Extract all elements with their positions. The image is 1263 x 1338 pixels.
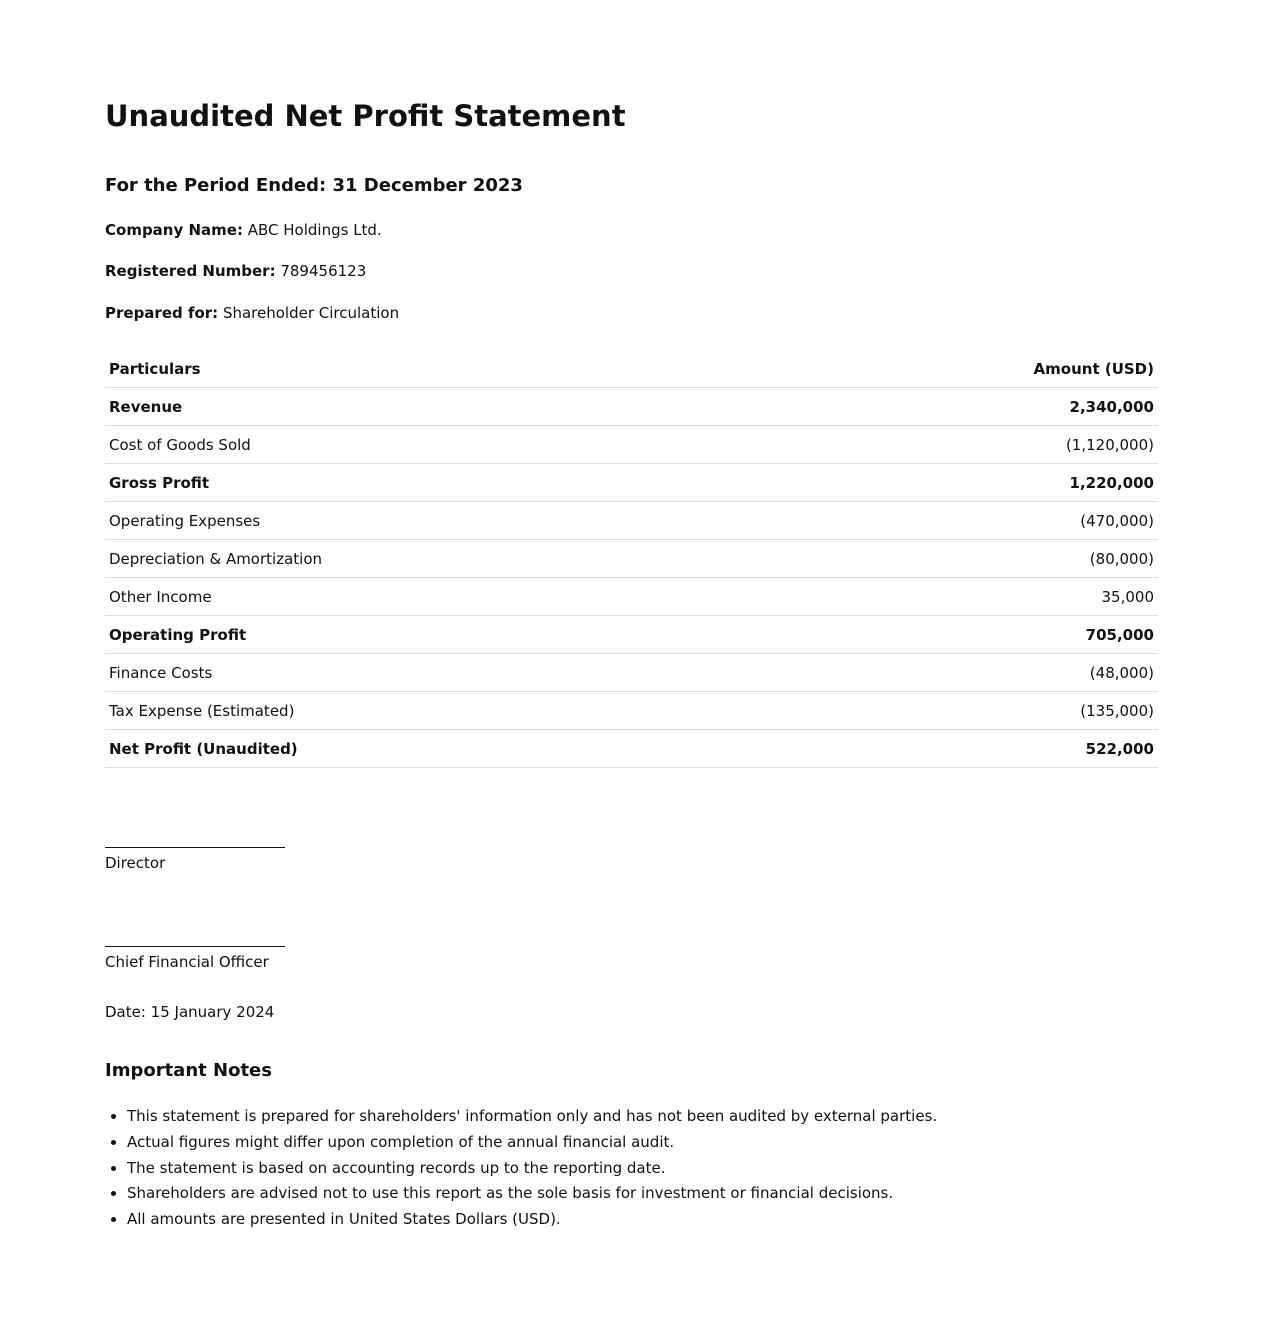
list-item: • Shareholders are advised not to use this report as the sole basis for investment or financial decisions. <box>127 1181 1127 1207</box>
cfo-signature-line <box>105 946 285 947</box>
company-name-line <box>105 220 382 240</box>
company-name-value: ABC Holdings Ltd. <box>242 221 382 239</box>
table-row-gross-profit <box>105 464 1158 502</box>
table-row-cost-of-goods-sold <box>105 426 1158 464</box>
list-item: • Actual figures might differ upon completion of the annual financial audit. <box>127 1130 1127 1156</box>
row-amount: 35,000 <box>771 578 1158 616</box>
director-signature-label: Director <box>105 854 166 872</box>
list-item: • All amounts are presented in United States Dollars (USD). <box>127 1207 1127 1233</box>
table-row-finance-costs <box>105 654 1158 692</box>
row-label: Tax Expense (Estimated) <box>105 692 771 730</box>
list-item: • The statement is based on accounting records up to the reporting date. <box>127 1156 1127 1182</box>
row-label: Cost of Goods Sold <box>105 426 771 464</box>
row-amount: (135,000) <box>771 692 1158 730</box>
particulars-header: Particulars <box>105 350 771 388</box>
row-amount: 1,220,000 <box>771 464 1158 502</box>
cfo-signature-label: Chief Financial Officer <box>105 953 269 971</box>
table-header-row <box>105 350 1158 388</box>
notes-heading: Important Notes <box>105 1060 272 1081</box>
company-name-label: Company Name: <box>105 221 243 239</box>
director-signature-line <box>105 847 285 848</box>
prepared-for-label: Prepared for: <box>105 304 219 322</box>
table-row-other-income <box>105 578 1158 616</box>
table-row-tax-expense <box>105 692 1158 730</box>
page-title: Unaudited Net Profit Statement <box>105 99 626 133</box>
signature-date: Date: 15 January 2024 <box>105 1003 275 1021</box>
period-heading: For the Period Ended: 31 December 2023 <box>105 175 523 196</box>
row-amount: (1,120,000) <box>771 426 1158 464</box>
registered-number-value: 789456123 <box>275 262 367 280</box>
table-row-net-profit <box>105 730 1158 768</box>
row-label: Operating Expenses <box>105 502 771 540</box>
row-label: Net Profit (Unaudited) <box>105 730 771 768</box>
row-amount: (470,000) <box>771 502 1158 540</box>
amount-header: Amount (USD) <box>771 350 1158 388</box>
row-label: Depreciation & Amortization <box>105 540 771 578</box>
row-label: Operating Profit <box>105 616 771 654</box>
table-row-operating-expenses <box>105 502 1158 540</box>
list-item: • This statement is prepared for shareholders' information only and has not been audited by external parties. <box>127 1104 1127 1130</box>
prepared-for-value: Shareholder Circulation <box>218 304 400 322</box>
row-label: Finance Costs <box>105 654 771 692</box>
table-row-operating-profit <box>105 616 1158 654</box>
notes-list <box>105 1104 1127 1233</box>
registered-number-line <box>105 261 366 281</box>
row-amount: 522,000 <box>771 730 1158 768</box>
row-amount: 2,340,000 <box>771 388 1158 426</box>
prepared-for-line <box>105 303 399 323</box>
table-row-revenue <box>105 388 1158 426</box>
table-row-depreciation <box>105 540 1158 578</box>
row-label: Gross Profit <box>105 464 771 502</box>
row-label: Other Income <box>105 578 771 616</box>
row-amount: (48,000) <box>771 654 1158 692</box>
row-amount: 705,000 <box>771 616 1158 654</box>
registered-number-label: Registered Number: <box>105 262 276 280</box>
row-amount: (80,000) <box>771 540 1158 578</box>
profit-statement-table <box>105 350 1158 768</box>
row-label: Revenue <box>105 388 771 426</box>
